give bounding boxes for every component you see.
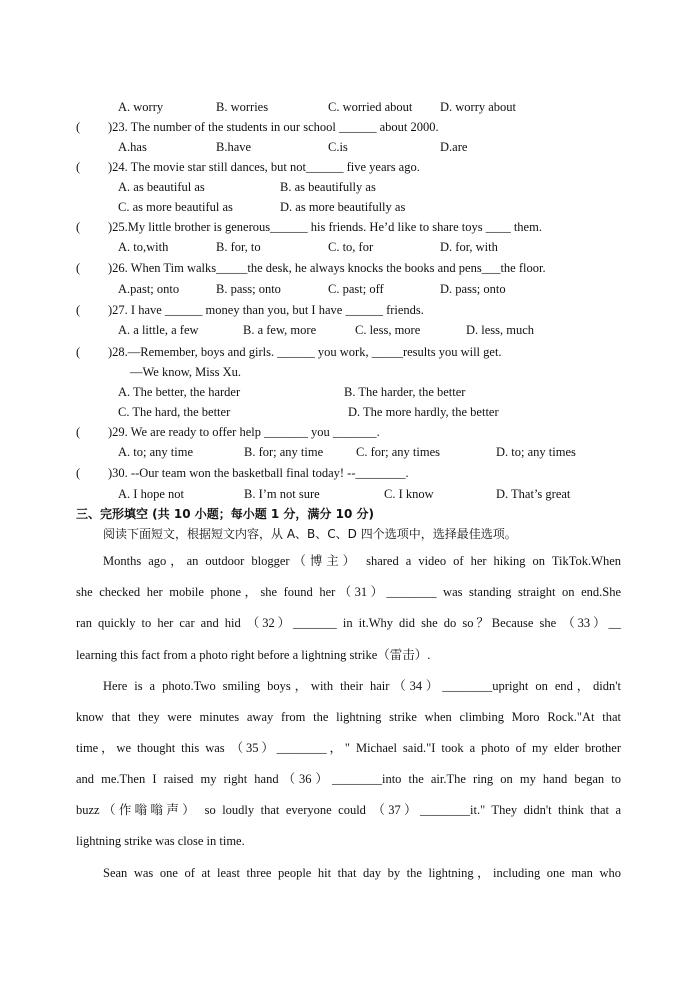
option-a: A. as beautiful as [118,180,205,194]
option-b: B. a few, more [243,323,317,337]
option-c: C. as more beautiful as [118,200,233,214]
option-b: B. worries [216,100,269,114]
option-b: B. I’m not sure [244,487,320,501]
option-c: C. less, more [355,323,421,337]
answer-paren: ( [76,160,81,174]
option-c: C. I know [384,487,434,501]
question-stem: )25.My little brother is generous______ his friends. He’d like to share toys ____ them. [108,220,542,234]
answer-paren: ( [76,425,81,439]
passage-line: ran quickly to her car and hid （32）_______ in it.Why did she do so？Because she （33）__ [76,616,621,630]
question-stem: )26. When Tim walks_____the desk, he always knocks the books and pens___the floor. [108,261,546,275]
option-c: C.is [328,140,348,154]
option-b: B. for; any time [244,445,324,459]
option-a: A. to; any time [118,445,193,459]
question-stem: )28.—Remember, boys and girls. ______ you work, _____results you will get. [108,345,502,359]
passage-line: learning this fact from a photo right before a lightning strike（雷击）. [76,648,431,662]
option-d: D. to; any times [496,445,576,459]
option-d: D. pass; onto [440,282,506,296]
option-d: D. The more hardly, the better [348,405,499,419]
option-d: D. less, much [466,323,535,337]
passage-line: lightning strike was close in time. [76,834,245,848]
option-d: D. for, with [440,240,498,254]
option-b: B.have [216,140,252,154]
section-heading: 三、完形填空 (共 10 小题；每小题 1 分，满分 10 分) [76,507,374,521]
dialogue-reply: —We know, Miss Xu. [130,365,242,379]
option-c: C. for; any times [356,445,441,459]
option-a: A. The better, the harder [118,385,241,399]
option-c: C. The hard, the better [118,405,231,419]
passage-line: she checked her mobile phone，she found her（31）________ was standing straight on end.She [76,585,621,599]
passage-line: Sean was one of at least three people hit that day by the lightning，including one man who [103,866,621,880]
option-c: C. to, for [328,240,374,254]
answer-paren: ( [76,303,81,317]
passage-line: know that they were minutes away from the lightning strike when climbing Moro Rock."At that [76,710,621,724]
option-d: D. worry about [440,100,517,114]
option-c: C. worried about [328,100,413,114]
option-d: D. That’s great [496,487,571,501]
question-stem: )27. I have ______ money than you, but I have ______ friends. [108,303,424,317]
option-c: C. past; off [328,282,384,296]
option-d: D.are [440,140,468,154]
answer-paren: ( [76,220,81,234]
answer-paren: ( [76,345,81,359]
passage-line: Months ago，an outdoor blogger（博主） shared a video of her hiking on TikTok.When [103,554,621,568]
section-instruction: 阅读下面短文，根据短文内容，从 A、B、C、D 四个选项中，选择最佳选项。 [103,527,517,541]
question-stem: )23. The number of the students in our school ______ about 2000. [108,120,439,134]
question-stem: )30. --Our team won the basketball final today! --________. [108,466,409,480]
question-stem: )29. We are ready to offer help _______ you _______. [108,425,380,439]
answer-paren: ( [76,261,81,275]
passage-line: buzz（作嗡嗡声） so loudly that everyone could （37）________it." They didn't think that a [76,803,621,817]
option-a: A. a little, a few [118,323,199,337]
passage-line: time，we thought this was （35）________，" Michael said."I took a photo of my elder brother [76,741,621,755]
option-a: A.past; onto [118,282,180,296]
passage-line: and me.Then I raised my right hand（36）________into the air.The ring on my hand began to [76,772,621,786]
option-b: B. pass; onto [216,282,281,296]
option-a: A. worry [118,100,164,114]
option-b: B. as beautifully as [280,180,376,194]
passage-line: Here is a photo.Two smiling boys，with their hair（34）________upright on end，didn't [103,679,621,693]
question-stem: )24. The movie star still dances, but not______ five years ago. [108,160,420,174]
option-b: B. The harder, the better [344,385,466,399]
option-a: A.has [118,140,147,154]
option-b: B. for, to [216,240,261,254]
option-a: A. I hope not [118,487,184,501]
option-d: D. as more beautifully as [280,200,406,214]
answer-paren: ( [76,466,81,480]
option-a: A. to,with [118,240,169,254]
answer-paren: ( [76,120,81,134]
